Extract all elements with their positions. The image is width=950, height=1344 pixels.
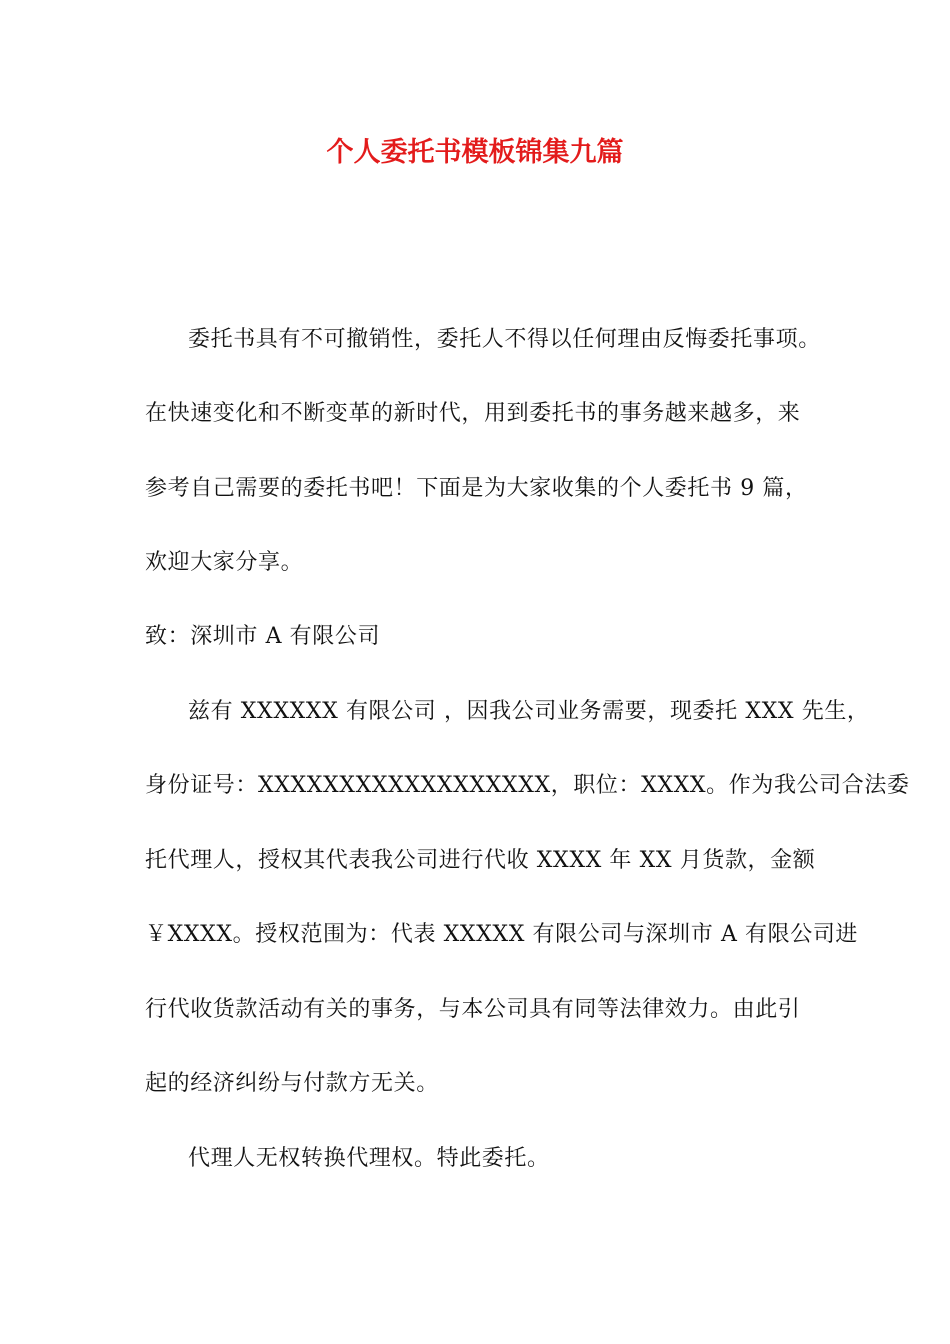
authorization-line-6: 起的经济纠纷与付款方无关。 bbox=[145, 1071, 439, 1096]
authorization-line-5: 行代收货款活动有关的事务，与本公司具有同等法律效力。由此引 bbox=[145, 997, 801, 1022]
paragraph-intro-line-3: 参考自己需要的委托书吧！下面是为大家收集的个人委托书 9 篇， bbox=[145, 476, 808, 501]
recipient-line: 致：深圳市 A 有限公司 bbox=[145, 624, 381, 649]
authorization-line-3: 托代理人，授权其代表我公司进行代收 XXXX 年 XX 月货款，金额 bbox=[145, 848, 816, 873]
authorization-line-4: ￥XXXX。授权范围为：代表 XXXXX 有限公司与深圳市 A 有限公司进 bbox=[145, 922, 859, 947]
authorization-line-1: 兹有 XXXXXX 有限公司 ，因我公司业务需要，现委托 XXX 先生， bbox=[188, 699, 870, 724]
paragraph-intro-line-1: 委托书具有不可撤销性，委托人不得以任何理由反悔委托事项。 bbox=[188, 327, 821, 352]
authorization-line-2: 身份证号：XXXXXXXXXXXXXXXXXX，职位：XXXX。作为我公司合法委 bbox=[145, 773, 910, 798]
document-title: 个人委托书模板锦集九篇 bbox=[326, 137, 624, 168]
paragraph-intro-line-2: 在快速变化和不断变革的新时代，用到委托书的事务越来越多，来 bbox=[145, 401, 801, 426]
paragraph-intro-line-4: 欢迎大家分享。 bbox=[145, 550, 304, 575]
closing-line: 代理人无权转换代理权。特此委托。 bbox=[188, 1146, 550, 1171]
